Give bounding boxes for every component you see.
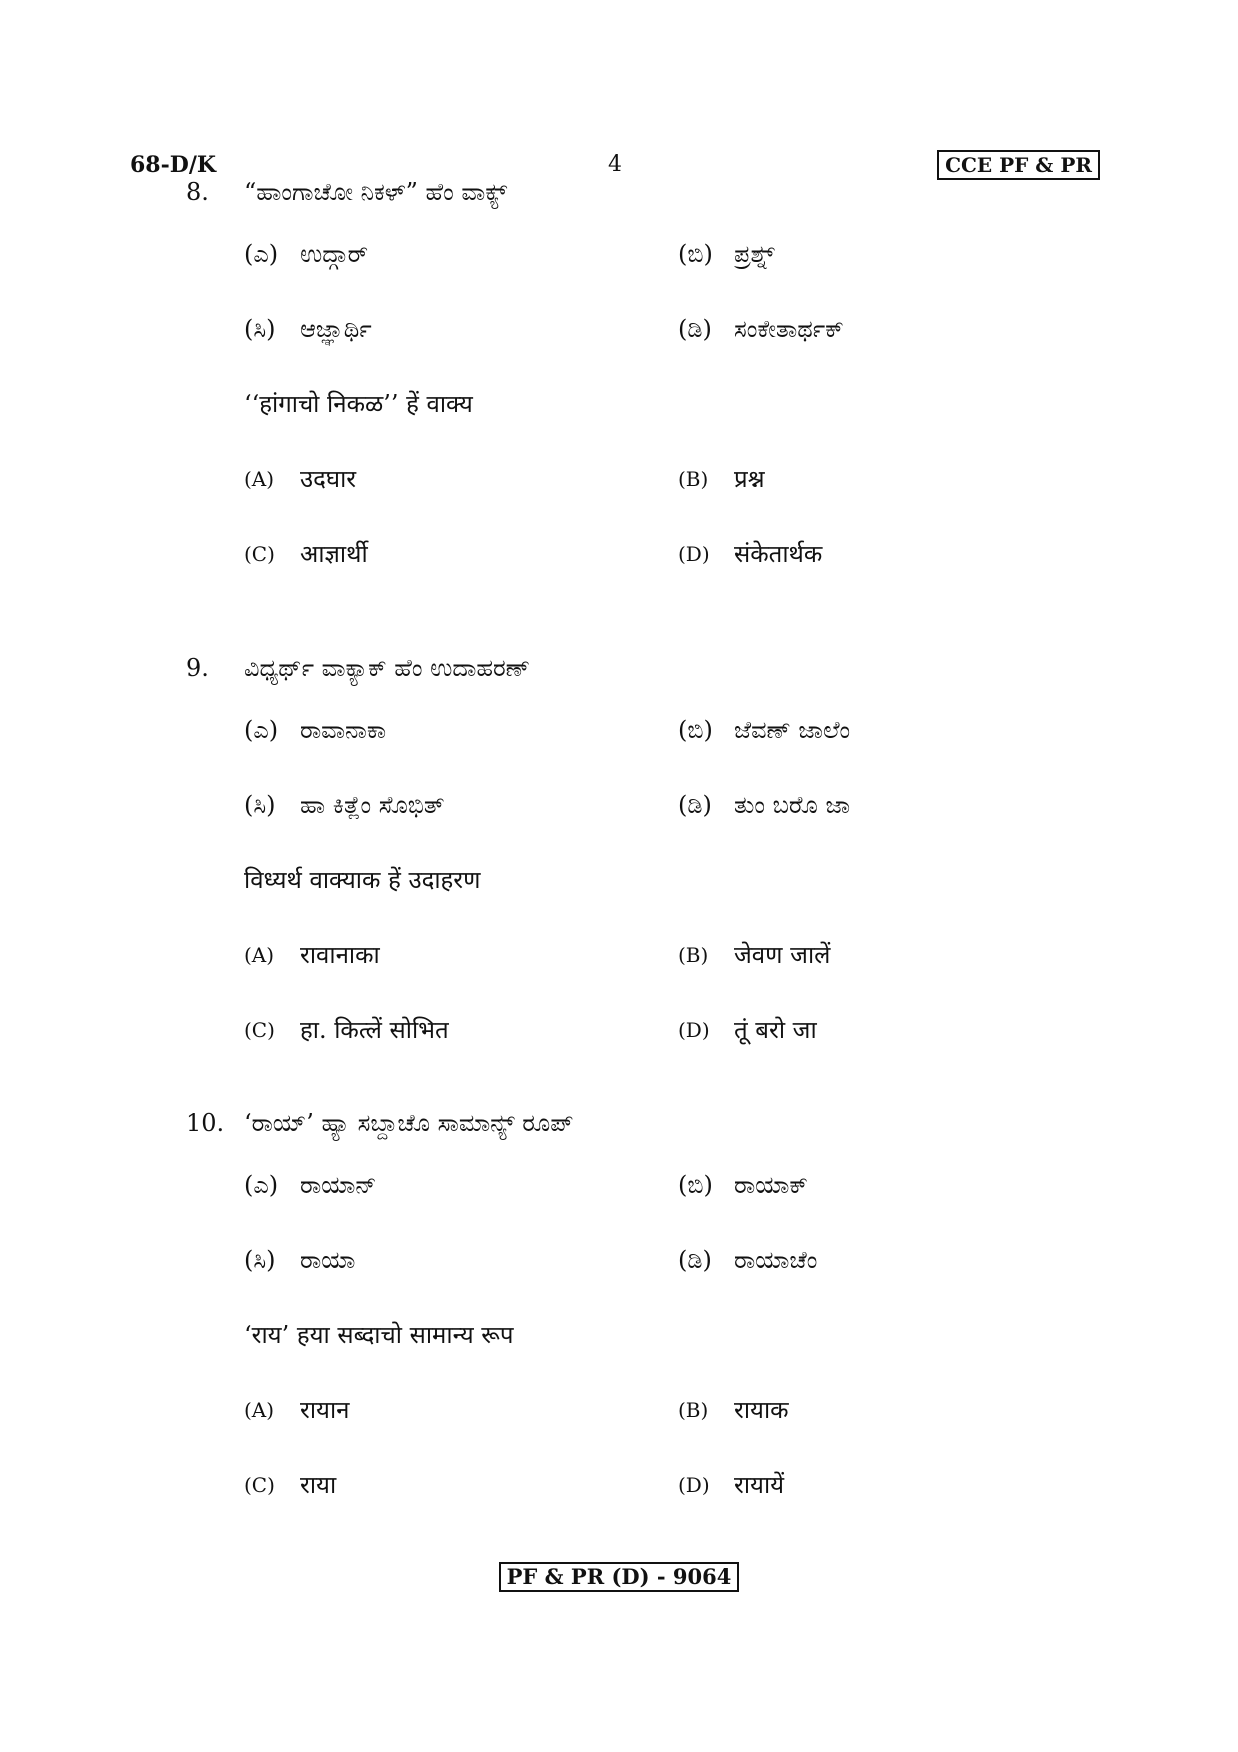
option-label: (ಸಿ) (244, 790, 276, 819)
option-label: (C) (244, 541, 275, 566)
option-b (678, 1147, 1078, 1222)
option-b (678, 917, 1078, 992)
option-text: रायायें (734, 1471, 785, 1499)
option-b (678, 1372, 1078, 1447)
paper-code-box: PF & PR (D) - 9064 (499, 1562, 740, 1592)
option-label: (A) (244, 942, 275, 967)
option-label: (D) (678, 541, 710, 566)
option-d (678, 516, 1078, 591)
option-label: (B) (678, 1397, 709, 1422)
option-label: (ಸಿ) (244, 1245, 276, 1274)
option-a (244, 441, 678, 516)
option-a (244, 1147, 678, 1222)
option-text: ರಾಯಾನ್ (300, 1170, 377, 1199)
option-text: राया (300, 1471, 337, 1499)
exam-board-box: CCE PF & PR (937, 150, 1100, 180)
option-text: जेवण जालें (734, 941, 831, 969)
option-text: संकेतार्थक (734, 540, 823, 568)
paper-code: 68-D/K (130, 152, 216, 178)
options-kannada (244, 1147, 1086, 1297)
option-a (244, 216, 678, 291)
option-label: (ಡಿ) (678, 314, 712, 343)
page-number: 4 (608, 152, 622, 177)
question-stem-devanagari: ‘‘हांगाचो निकळ’’ हें वाक्य (244, 389, 473, 418)
option-text: ರಾಯಾಚೆಂ (734, 1245, 818, 1274)
option-d (678, 291, 1078, 366)
options-devanagari (244, 917, 1086, 1067)
option-label: (A) (244, 466, 275, 491)
option-text: ತುಂ ಬರೊ ಜಾ (734, 790, 851, 819)
option-label: (ಎ) (244, 239, 279, 268)
question-stem-kannada: ವಿಧ್ಯರ್ಥ್ ವಾಕ್ಯಾಕ್ ಹೆಂ ಉದಾಹರಣ್ (244, 654, 530, 682)
option-label: (B) (678, 466, 709, 491)
option-d (678, 767, 1078, 842)
option-a (244, 692, 678, 767)
question-stem-devanagari: ‘राय’ हया सब्दाचो सामान्य रूप (244, 1320, 514, 1349)
question-number: 10. (186, 1109, 225, 1137)
option-text: ರಾವಾನಾಕಾ (300, 715, 387, 744)
option-d (678, 992, 1078, 1067)
option-b (678, 441, 1078, 516)
options-devanagari (244, 441, 1086, 591)
option-text: ಸಂಕೇತಾರ್ಥಕ್ (734, 314, 844, 343)
option-text: रायाक (734, 1396, 789, 1424)
option-text: ಆಜ್ಞಾರ್ಥಿ (300, 314, 372, 343)
option-c (244, 767, 678, 842)
option-label: (ಡಿ) (678, 790, 712, 819)
option-text: प्रश्न (734, 465, 765, 493)
option-text: ಹಾ ಕಿತ್ಲೆಂ ಸೊಭಿತ್ (300, 790, 445, 819)
option-label: (A) (244, 1397, 275, 1422)
option-text: रावानाका (300, 941, 380, 969)
options-devanagari (244, 1372, 1086, 1522)
option-label: (C) (244, 1472, 275, 1497)
options-kannada (244, 216, 1086, 366)
option-label: (C) (244, 1017, 275, 1042)
option-label: (D) (678, 1017, 710, 1042)
option-text: ಜೆವಣ್ ಜಾಲೆಂ (734, 715, 851, 744)
option-b (678, 692, 1078, 767)
option-label: (ಬಿ) (678, 715, 713, 744)
option-c (244, 516, 678, 591)
options-kannada (244, 692, 1086, 842)
option-text: ರಾಯಾ (300, 1245, 356, 1274)
question-stem-devanagari: विध्यर्थ वाक्याक हें उदाहरण (244, 865, 481, 894)
option-label: (ಸಿ) (244, 314, 276, 343)
option-label: (B) (678, 942, 709, 967)
option-label: (D) (678, 1472, 710, 1497)
option-d (678, 1222, 1078, 1297)
option-c (244, 992, 678, 1067)
option-d (678, 1447, 1078, 1522)
option-label: (ಬಿ) (678, 1170, 713, 1199)
option-label: (ಡಿ) (678, 1245, 712, 1274)
option-text: ರಾಯಾಕ್ (734, 1170, 808, 1199)
option-label: (ಎ) (244, 715, 279, 744)
page-footer (0, 1562, 1238, 1592)
option-label: (ಎ) (244, 1170, 279, 1199)
question-stem-kannada: “ಹಾಂಗಾಚೋ ನಿಕಳ್” ಹೆಂ ವಾಕ್ಯ್ (244, 178, 508, 206)
option-text: ಉದ್ಗಾರ್ (300, 239, 369, 268)
option-text: आज्ञार्थी (300, 540, 368, 568)
question-8 (186, 176, 1086, 591)
option-c (244, 1222, 678, 1297)
option-text: तूं बरो जा (734, 1016, 817, 1044)
option-a (244, 917, 678, 992)
option-b (678, 216, 1078, 291)
option-text: उदघार (300, 465, 357, 493)
question-9 (186, 652, 1086, 1067)
option-c (244, 291, 678, 366)
option-a (244, 1372, 678, 1447)
option-text: रायान (300, 1396, 350, 1424)
question-10 (186, 1107, 1086, 1522)
question-number: 8. (186, 178, 209, 206)
option-text: हा. कित्लें सोभित (300, 1016, 449, 1044)
option-c (244, 1447, 678, 1522)
option-label: (ಬಿ) (678, 239, 713, 268)
question-stem-kannada: ‘ರಾಯ್’ ಹ್ಯಾ ಸಬ್ದಾಚೊ ಸಾಮಾನ್ಯ್ ರೂಪ್ (244, 1109, 574, 1137)
question-number: 9. (186, 654, 209, 682)
option-text: ಪ್ರಶ್ನ್ (734, 239, 775, 268)
